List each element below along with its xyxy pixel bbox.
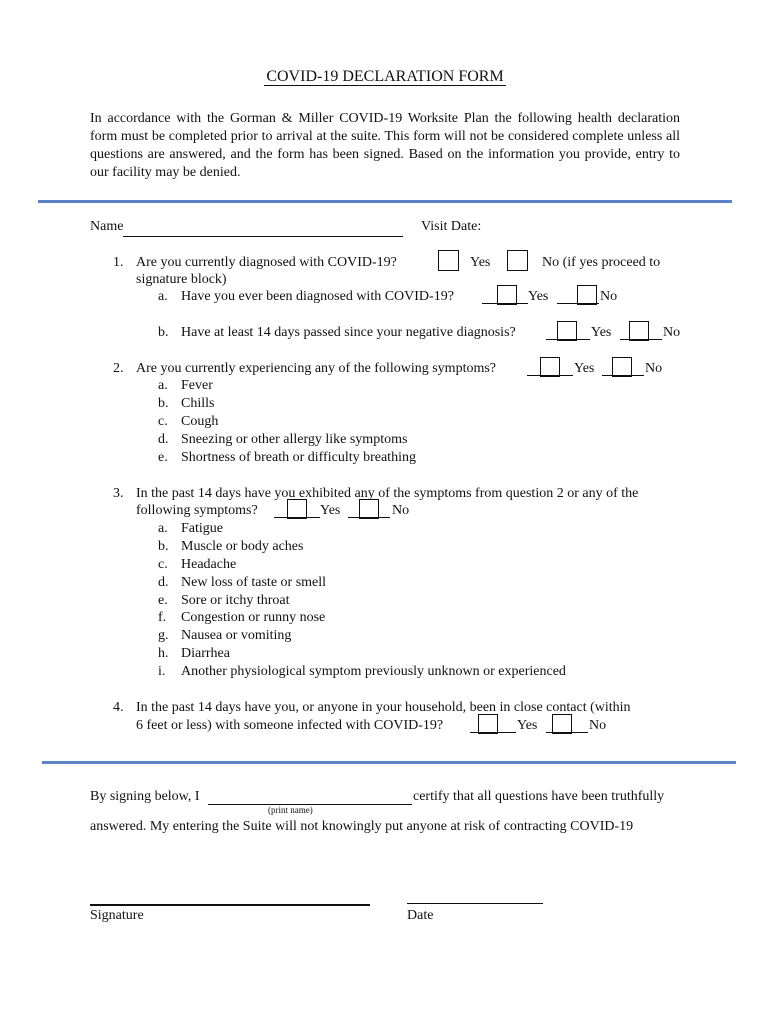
name-row bbox=[90, 218, 403, 237]
q4-yes-label: Yes bbox=[517, 718, 538, 733]
date-field[interactable] bbox=[407, 903, 543, 904]
list-item-letter: c. bbox=[158, 414, 168, 429]
q2-yes-label: Yes bbox=[574, 361, 595, 376]
q2-number: 2. bbox=[113, 361, 124, 376]
q2-yes-checkbox[interactable] bbox=[540, 357, 560, 377]
q1a-letter: a. bbox=[158, 289, 168, 304]
name-label: Name bbox=[90, 219, 124, 234]
q3-no-checkbox[interactable] bbox=[359, 499, 379, 519]
q4-no-label: No bbox=[589, 718, 607, 733]
bottom-divider bbox=[42, 761, 736, 764]
signature-field[interactable] bbox=[90, 904, 370, 906]
q1b-no-label: No bbox=[663, 325, 681, 340]
list-item-letter: a. bbox=[158, 521, 168, 536]
print-name-caption: (print name) bbox=[268, 805, 313, 815]
certify-prefix: By signing below, I bbox=[90, 789, 200, 804]
form-title: COVID-19 DECLARATION FORM bbox=[266, 68, 504, 85]
date-label: Date bbox=[407, 908, 434, 923]
q1-number: 1. bbox=[113, 255, 124, 270]
q1a-text: Have you ever been diagnosed with COVID-19? bbox=[181, 289, 454, 304]
q3-no-label: No bbox=[392, 503, 410, 518]
q2-no-label: No bbox=[645, 361, 663, 376]
list-item-letter: d. bbox=[158, 575, 169, 590]
q4-yes-checkbox[interactable] bbox=[478, 714, 498, 734]
list-item-letter: b. bbox=[158, 539, 169, 554]
name-field[interactable] bbox=[123, 218, 403, 237]
intro-paragraph: In accordance with the Gorman & Miller COVID-19 Worksite Plan the following health declaration form must be completed prior to arrival at the suite. This form will not be considered complete unless all questions are answered, and the form has been signed. Based on the information you provide, entry to our facility may be denied. bbox=[90, 111, 680, 180]
q1-no-checkbox[interactable] bbox=[507, 250, 528, 271]
top-divider bbox=[38, 200, 732, 203]
list-item-letter: e. bbox=[158, 593, 168, 608]
list-item: Fever bbox=[181, 378, 213, 393]
q3-text-cont: following symptoms? bbox=[136, 503, 258, 518]
q1b-letter: b. bbox=[158, 325, 169, 340]
list-item-letter: b. bbox=[158, 396, 169, 411]
list-item-letter: h. bbox=[158, 646, 169, 661]
list-item-letter: f. bbox=[158, 610, 167, 625]
list-item: Another physiological symptom previously unknown or experienced bbox=[181, 664, 566, 679]
q1b-text: Have at least 14 days passed since your negative diagnosis? bbox=[181, 325, 516, 340]
q1-no-label: No (if yes proceed to bbox=[542, 255, 661, 270]
list-item-letter: i. bbox=[158, 664, 166, 679]
q1-text-cont: signature block) bbox=[136, 272, 227, 287]
list-item-letter: d. bbox=[158, 432, 169, 447]
q1b-yes-label: Yes bbox=[591, 325, 612, 340]
print-name-field[interactable] bbox=[208, 788, 412, 805]
list-item: Muscle or body aches bbox=[181, 539, 304, 554]
list-item: Nausea or vomiting bbox=[181, 628, 292, 643]
q4-no-checkbox[interactable] bbox=[552, 714, 572, 734]
q3-yes-label: Yes bbox=[320, 503, 341, 518]
q1a-no-label: No bbox=[600, 289, 618, 304]
list-item: Fatigue bbox=[181, 521, 223, 536]
list-item: Sneezing or other allergy like symptoms bbox=[181, 432, 408, 447]
list-item: Shortness of breath or difficulty breathing bbox=[181, 450, 416, 465]
list-item: Sore or itchy throat bbox=[181, 593, 290, 608]
q1b-no-checkbox[interactable] bbox=[629, 321, 649, 341]
list-item: Diarrhea bbox=[181, 646, 230, 661]
signature-label: Signature bbox=[90, 908, 144, 923]
q1a-no-checkbox[interactable] bbox=[577, 285, 597, 305]
q1-yes-checkbox[interactable] bbox=[438, 250, 459, 271]
q4-text: In the past 14 days have you, or anyone in your household, been in close contact (within bbox=[136, 700, 631, 715]
list-item-letter: a. bbox=[158, 378, 168, 393]
q1-yes-label: Yes bbox=[470, 255, 491, 270]
q2-text: Are you currently experiencing any of the following symptoms? bbox=[136, 361, 497, 376]
list-item: Headache bbox=[181, 557, 237, 572]
list-item: Chills bbox=[181, 396, 215, 411]
certify-line2: answered. My entering the Suite will not knowingly put anyone at risk of contracting COVID-19 bbox=[90, 819, 634, 834]
q3-text: In the past 14 days have you exhibited any of the symptoms from question 2 or any of the bbox=[136, 486, 639, 501]
list-item-letter: g. bbox=[158, 628, 169, 643]
q4-number: 4. bbox=[113, 700, 124, 715]
q3-number: 3. bbox=[113, 486, 124, 501]
q1-text: Are you currently diagnosed with COVID-19? bbox=[136, 255, 397, 270]
q1b-yes-checkbox[interactable] bbox=[557, 321, 577, 341]
visit-date-label: Visit Date: bbox=[421, 219, 482, 234]
q2-no-checkbox[interactable] bbox=[612, 357, 632, 377]
list-item-letter: c. bbox=[158, 557, 168, 572]
q3-yes-checkbox[interactable] bbox=[287, 499, 307, 519]
q1a-yes-label: Yes bbox=[528, 289, 549, 304]
list-item-letter: e. bbox=[158, 450, 168, 465]
list-item: Cough bbox=[181, 414, 219, 429]
list-item: Congestion or runny nose bbox=[181, 610, 326, 625]
q1a-yes-checkbox[interactable] bbox=[497, 285, 517, 305]
q4-text-cont: 6 feet or less) with someone infected with COVID-19? bbox=[136, 718, 444, 733]
certify-suffix: certify that all questions have been truthfully bbox=[413, 789, 665, 804]
list-item: New loss of taste or smell bbox=[181, 575, 327, 590]
